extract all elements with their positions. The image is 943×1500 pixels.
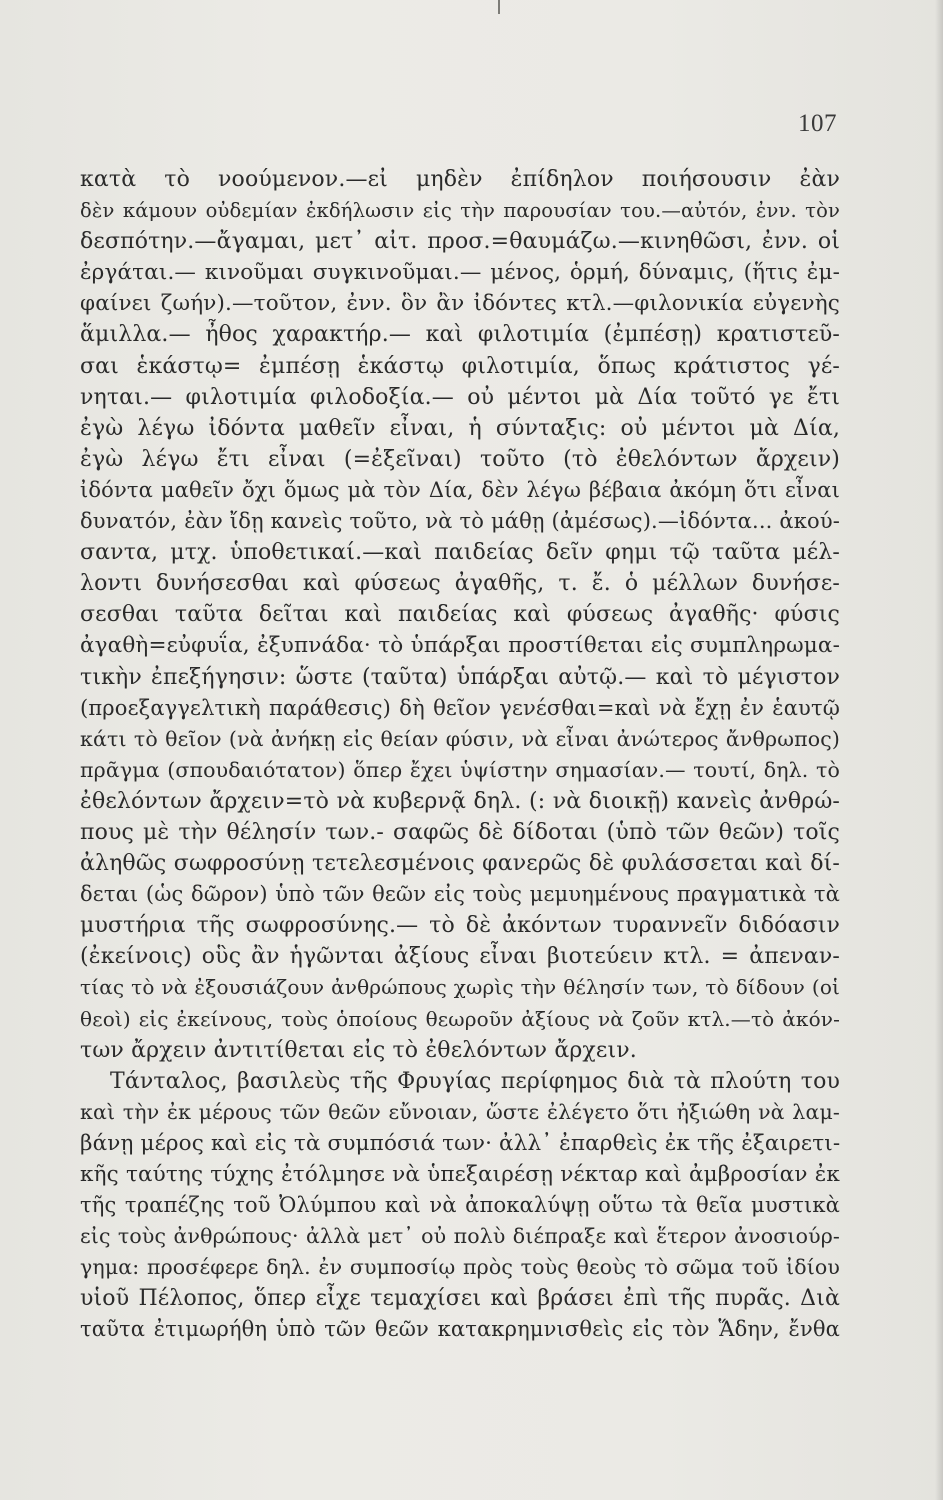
text-line: σαι ἑκάστῳ= ἐμπέσῃ ἑκάστῳ φιλοτιμία, ὅπως κράτιστος γέ-	[80, 353, 840, 379]
text-line: δυνατόν, ἐὰν ἴδῃ κανεὶς τοῦτο, νὰ τὸ μάθῃ (ἀμέσως).—ἰδόντα... ἀκού-	[80, 509, 840, 534]
text-line: νηται.— φιλοτιμία φιλοδοξία.— οὐ μέντοι μὰ Δία τοῦτό γε ἔτι	[80, 384, 840, 410]
text-line: ταῦτα ἐτιμωρήθη ὑπὸ τῶν θεῶν κατακρημνισθεὶς εἰς τὸν Ἅδην, ἔνθα	[80, 1317, 840, 1342]
text-line: υἱοῦ Πέλοπος, ὅπερ εἶχε τεμαχίσει καὶ βράσει ἐπὶ τῆς πυρᾶς. Διὰ	[80, 1286, 840, 1312]
text-line: γημα: προσέφερε δηλ. ἐν συμποσίῳ πρὸς τοὺς θεοὺς τὸ σῶμα τοῦ ἰδίου	[80, 1255, 840, 1280]
page-edge-shadow	[935, 0, 943, 1500]
text-line: μυστήρια τῆς σωφροσύνης.— τὸ δὲ ἀκόντων τυραννεῖν διδόασιν	[80, 913, 840, 939]
text-line: σαντα, μτχ. ὑποθετικαί.—καὶ παιδείας δεῖν φημι τῷ ταῦτα μέλ-	[80, 540, 840, 566]
paragraph-start-line: Τάνταλος, βασιλεὺς τῆς Φρυγίας περίφημος διὰ τὰ πλούτη του	[110, 1068, 840, 1094]
text-line: τῆς τραπέζης τοῦ Ὀλύμπου καὶ νὰ ἀποκαλύψῃ οὕτω τὰ θεῖα μυστικὰ	[80, 1193, 840, 1218]
text-line: φαίνει ζωήν).—τοῦτον, ἐνν. ὃν ἂν ἰδόντες κτλ.—φιλονικία εὐγενὴς	[80, 291, 840, 317]
text-line: τίας τὸ νὰ ἐξουσιάζουν ἀνθρώπους χωρὶς τὴν θέλησίν των, τὸ δίδουν (οἱ	[80, 975, 840, 1000]
text-line: δεται (ὡς δῶρον) ὑπὸ τῶν θεῶν εἰς τοὺς μεμυημένους πραγματικὰ τὰ	[80, 882, 840, 907]
page-number: 107	[798, 110, 837, 137]
text-line: πους μὲ τὴν θέλησίν των.- σαφῶς δὲ δίδοται (ὑπὸ τῶν θεῶν) τοῖς	[80, 819, 840, 845]
text-line: καὶ τὴν ἐκ μέρους τῶν θεῶν εὔνοιαν, ὥστε ἐλέγετο ὅτι ἠξιώθη νὰ λαμ-	[80, 1099, 840, 1124]
text-line: σεσθαι ταῦτα δεῖται καὶ παιδείας καὶ φύσεως ἀγαθῆς· φύσις	[80, 602, 840, 628]
text-line: κατὰ τὸ νοούμενον.—εἰ μηδὲν ἐπίδηλον ποιήσουσιν ἐὰν	[80, 167, 840, 192]
text-line: ἐγὼ λέγω ἔτι εἶναι (=ἐξεῖναι) τοῦτο (τὸ ἐθελόντων ἄρχειν)	[80, 446, 840, 472]
text-line: κάτι τὸ θεῖον (νὰ ἀνήκῃ εἰς θείαν φύσιν, νὰ εἶναι ἀνώτερος ἄνθρωπος)	[80, 726, 840, 751]
text-line: δὲν κάμουν οὐδεμίαν ἐκδήλωσιν εἰς τὴν παρουσίαν του.—αὐτόν, ἐνν. τὸν	[80, 199, 840, 223]
text-line: τικὴν ἐπεξήγησιν: ὥστε (ταῦτα) ὑπάρξαι αὐτῷ.— καὶ τὸ μέγιστον	[80, 664, 840, 690]
text-line: ἐθελόντων ἄρχειν=τὸ νὰ κυβερνᾷ δηλ. (: νὰ διοικῇ) κανεὶς ἀνθρώ-	[80, 788, 840, 814]
text-line: ἐργάται.— κινοῦμαι συγκινοῦμαι.— μένος, ὁρμή, δύναμις, (ἥτις ἐμ-	[80, 260, 840, 286]
text-line: ἅμιλλα.— ἦθος χαρακτήρ.— καὶ φιλοτιμία (ἐμπέσῃ) κρατιστεῦ-	[80, 322, 840, 348]
text-line: βάνῃ μέρος καὶ εἰς τὰ συμπόσιά των· ἀλλ᾿ ἐπαρθεὶς ἐκ τῆς ἐξαιρετι-	[80, 1130, 840, 1156]
text-line: ἐγὼ λέγω ἰδόντα μαθεῖν εἶναι, ἡ σύνταξις: οὐ μέντοι μὰ Δία,	[80, 415, 840, 441]
text-line: ἰδόντα μαθεῖν ὄχι ὅμως μὰ τὸν Δία, δὲν λέγω βέβαια ἀκόμη ὅτι εἶναι	[80, 477, 840, 502]
text-line: εἰς τοὺς ἀνθρώπους· ἀλλὰ μετ᾿ οὐ πολὺ διέπραξε καὶ ἕτερον ἀνοσιούρ-	[80, 1224, 840, 1249]
fold-mark	[498, 0, 500, 14]
text-line: πρᾶγμα (σπουδαιότατον) ὅπερ ἔχει ὑψίστην σημασίαν.— τουτί, δηλ. τὸ	[80, 757, 840, 782]
text-line: δεσπότην.—ἄγαμαι, μετ᾿ αἰτ. προσ.=θαυμάζω.—κινηθῶσι, ἐνν. οἱ	[80, 229, 840, 255]
body-text	[80, 164, 840, 1346]
text-line: (ἐκείνοις) οὓς ἂν ἡγῶνται ἀξίους εἶναι βιοτεύειν κτλ. = ἀπεναν-	[80, 944, 840, 970]
text-line: (προεξαγγελτικὴ παράθεσις) δὴ θεῖον γενέσθαι=καὶ νὰ ἔχῃ ἐν ἑαυτῷ	[80, 695, 840, 720]
text-line: των ἄρχειν ἀντιτίθεται εἰς τὸ ἐθελόντων ἄρχειν.	[80, 1037, 637, 1063]
text-line: ἀγαθὴ=εὐφυΐα, ἐξυπνάδα· τὸ ὑπάρξαι προστίθεται εἰς συμπληρωμα-	[80, 633, 840, 659]
text-line: κῆς ταύτης τύχης ἐτόλμησε νὰ ὑπεξαιρέσῃ νέκταρ καὶ ἀμβροσίαν ἐκ	[80, 1162, 840, 1187]
text-line: ἀληθῶς σωφροσύνῃ τετελεσμένοις φανερῶς δὲ φυλάσσεται καὶ δί-	[80, 851, 840, 877]
text-line: θεοὶ) εἰς ἐκείνους, τοὺς ὁποίους θεωροῦν ἀξίους νὰ ζοῦν κτλ.—τὸ ἀκόν-	[80, 1006, 840, 1031]
text-line: λοντι δυνήσεσθαι καὶ φύσεως ἀγαθῆς, τ. ἔ. ὁ μέλλων δυνήσε-	[80, 571, 840, 597]
